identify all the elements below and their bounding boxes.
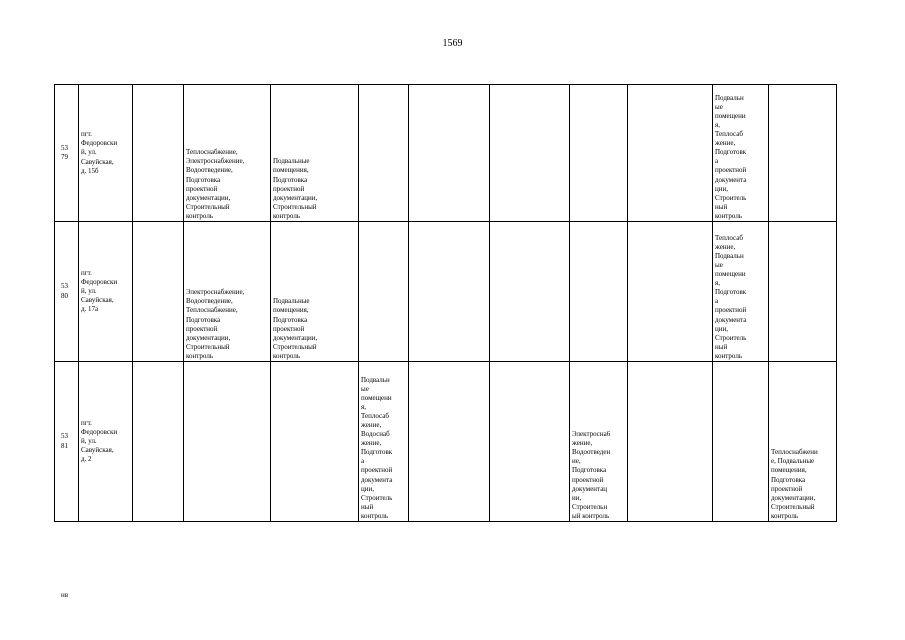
works-cell: Теплоснабжени е, Подвальные помещения, Подготовка проектной документации, Строительный контроль (769, 362, 837, 522)
table-cell (133, 362, 184, 522)
table-cell (133, 85, 184, 222)
table-row (55, 362, 837, 522)
table-cell (133, 222, 184, 362)
works-cell: Теплосаб жение, Подвальн ые помещени я, Подготовк а проектной документа ции, Строитель ный контроль (713, 222, 769, 362)
page-number: 1569 (442, 38, 463, 49)
works-cell: Теплоснабжение, Электроснабжение, Водоотведение, Подготовка проектной документации, Строительный контроль (184, 85, 271, 222)
table-cell (628, 362, 713, 522)
table-cell (409, 85, 490, 222)
table-cell (769, 222, 837, 362)
table-cell (490, 222, 570, 362)
table-cell (628, 85, 713, 222)
works-cell: Электросна6 жение, Водоотведен ие, Подготовка проектной документац ии, Строительн ый контроль (570, 362, 628, 522)
table-cell (769, 85, 837, 222)
table-cell (409, 222, 490, 362)
repair-works-table (54, 84, 837, 522)
table-row (55, 85, 837, 222)
footer-mark: нв (61, 591, 69, 599)
row-number: 53 80 (55, 222, 79, 362)
table-cell (359, 85, 409, 222)
works-cell: Электроснабжение, Водоотведение, Теплоснабжение, Подготовка проектной документации, Строительный контроль (184, 222, 271, 362)
table-cell (359, 222, 409, 362)
works-cell: Подвальн ые помещени я, Теплосаб жение, Подготовк а проектной документа ции, Строитель ный контроль (713, 85, 769, 222)
table-row (55, 222, 837, 362)
works-cell: Подвальн ые помещени я, Теплосаб жение, Водоснаб жение, Подготовк а проектной документа ции, Строитель ный контроль (359, 362, 409, 522)
table-cell (570, 85, 628, 222)
address-cell: пгт. Федоровски й, ул. Савуйская, д. 2 (79, 362, 133, 522)
table-cell (713, 362, 769, 522)
table-cell (490, 362, 570, 522)
address-cell: пгт. Федоровски й, ул. Савуйская, д. 17а (79, 222, 133, 362)
works-cell: Подвальные помещения, Подготовка проектной документации, Строительный контроль (271, 85, 359, 222)
address-cell: пгт. Федоровски й, ул. Савуйская, д. 15б (79, 85, 133, 222)
table-cell (271, 362, 359, 522)
row-number: 53 79 (55, 85, 79, 222)
table-cell (628, 222, 713, 362)
table-cell (184, 362, 271, 522)
table-cell (490, 85, 570, 222)
row-number: 53 81 (55, 362, 79, 522)
table-cell (409, 362, 490, 522)
table-cell (570, 222, 628, 362)
works-cell: Подвальные помещения, Подготовка проектной документации, Строительный контроль (271, 222, 359, 362)
